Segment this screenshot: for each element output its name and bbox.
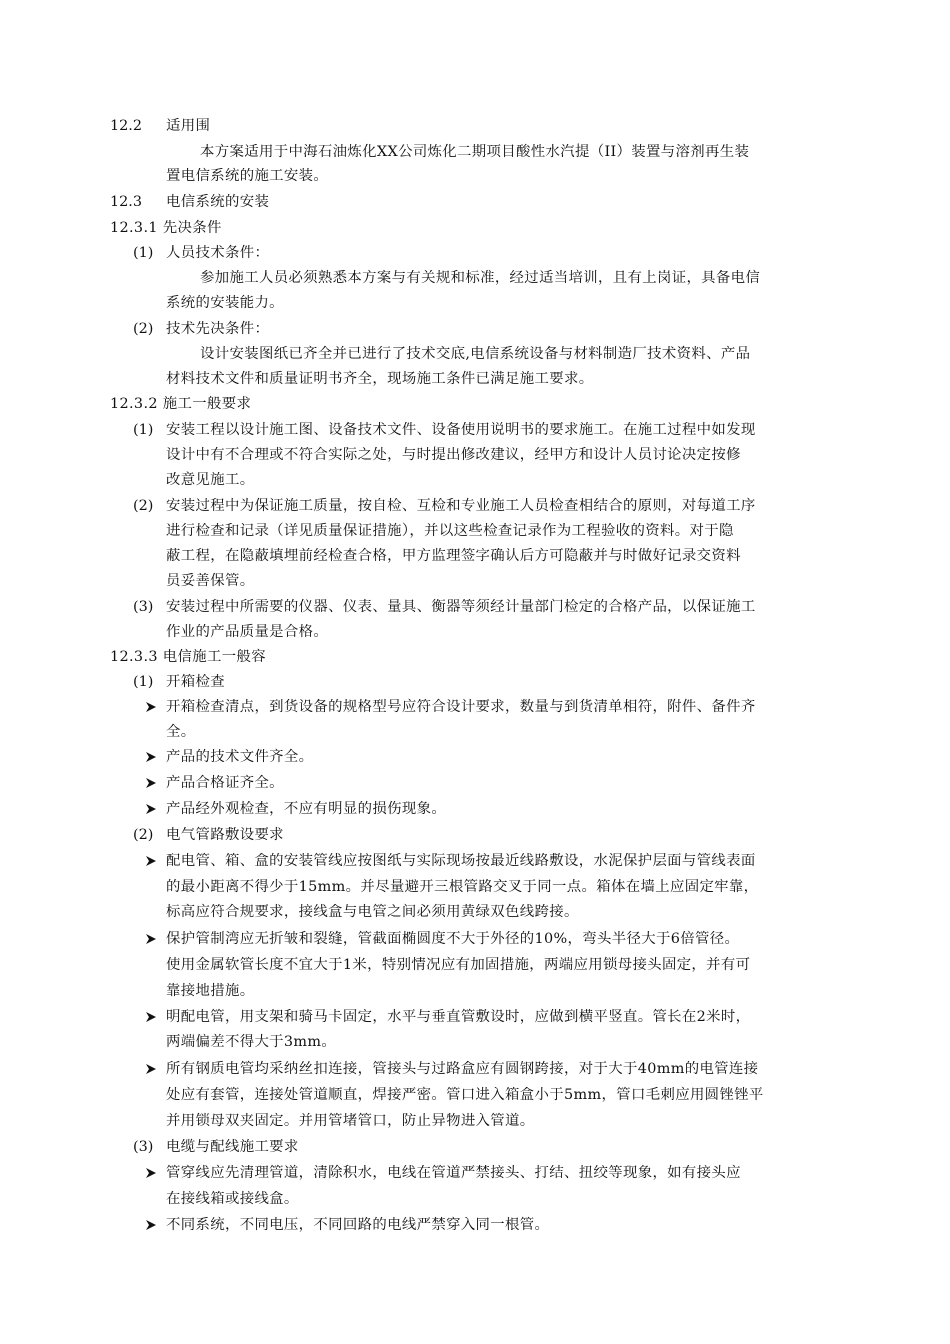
bullet-line: 保护管制湾应无折皱和裂缝，管截面椭圆度不大于外径的10%，弯头半径大于6倍管径。 (166, 931, 740, 947)
bullet-line: 全。 (166, 724, 196, 740)
bullet-arrow-icon (145, 1163, 157, 1183)
bullet-line: 明配电管，用支架和骑马卡固定，水平与垂直管敷设时，应做到横平竖直。管长在2米时， (166, 1009, 751, 1025)
item-marker: (3) (133, 1139, 154, 1155)
bullet-line: 配电管、箱、盒的安装管线应按图纸与实际现场按最近线路敷设，水泥保护层面与管线表面 (166, 853, 756, 869)
item-title: 人员技术条件： (166, 245, 270, 261)
paragraph-line: 员妥善保管。 (166, 573, 255, 589)
item-title: 电缆与配线施工要求 (166, 1139, 299, 1155)
paragraph-line: 材料技术文件和质量证明书齐全，现场施工条件已满足施工要求。 (166, 371, 594, 387)
subsection-heading: 12.3.2 施工一般要求 (110, 396, 252, 412)
paragraph-line: 蔽工程，在隐蔽填埋前经检查合格，甲方监理签字确认后方可隐蔽并与时做好记录交资料 (166, 548, 741, 564)
item-title: 电气管路敷设要求 (166, 827, 284, 843)
item-marker: (1) (133, 674, 154, 690)
bullet-arrow-icon (145, 851, 157, 871)
section-title: 电信系统的安装 (166, 194, 270, 210)
item-marker: (3) (133, 599, 154, 615)
paragraph-line: 进行检查和记录（详见质量保证措施），并以这些检查记录作为工程验收的资料。对于隐 (166, 523, 734, 539)
item-marker: (1) (133, 245, 154, 261)
bullet-line: 产品经外观检查，不应有明显的损伤现象。 (166, 801, 447, 817)
paragraph-line: 作业的产品质量是合格。 (166, 624, 329, 640)
item-marker: (1) (133, 422, 154, 438)
paragraph-line: 安装过程中为保证施工质量，按自检、互检和专业施工人员检查相结合的原则，对每道工序 (166, 498, 756, 514)
bullet-line: 在接线箱或接线盒。 (166, 1191, 299, 1207)
bullet-line: 开箱检查清点，到货设备的规格型号应符合设计要求，数量与到货清单相符，附件、备件齐 (166, 699, 756, 715)
bullet-line: 产品的技术文件齐全。 (166, 749, 314, 765)
bullet-line: 标高应符合规要求，接线盒与电管之间必须用黄绿双色线跨接。 (166, 904, 579, 920)
bullet-line: 的最小距离不得少于15mm。并尽量避开三根管路交叉于同一点。箱体在墙上应固定牢靠， (166, 879, 759, 895)
bullet-arrow-icon (145, 697, 157, 717)
paragraph-line: 参加施工人员必须熟悉本方案与有关规和标准，经过适当培训，且有上岗证，具备电信 (200, 270, 761, 286)
bullet-line: 所有钢质电管均采纳丝扣连接，管接头与过路盒应有圆钢跨接，对于大于40mm的电管连接 (166, 1061, 759, 1077)
section-title: 适用围 (166, 118, 211, 134)
paragraph-line: 设计中有不合理或不符合实际之处，与时提出修改建议，经甲方和设计人员讨论决定按修 (166, 447, 741, 463)
item-marker: (2) (133, 827, 154, 843)
bullet-line: 不同系统，不同电压，不同回路的电线严禁穿入同一根管。 (166, 1217, 550, 1233)
bullet-line: 靠接地措施。 (166, 983, 255, 999)
paragraph-line: 安装过程中所需要的仪器、仪表、量具、衡器等须经计量部门检定的合格产品，以保证施工 (166, 599, 756, 615)
paragraph-line: 安装工程以设计施工图、设备技术文件、设备使用说明书的要求施工。在施工过程中如发现 (166, 422, 756, 438)
bullet-arrow-icon (145, 799, 157, 819)
paragraph-line: 系统的安装能力。 (166, 295, 284, 311)
bullet-arrow-icon (145, 1215, 157, 1235)
section-number: 12.3 (110, 194, 143, 210)
bullet-arrow-icon (145, 747, 157, 767)
bullet-line: 使用金属软管长度不宜大于1米，特别情况应有加固措施，两端应用锁母接头固定，并有可 (166, 957, 751, 973)
bullet-line: 处应有套管，连接处管道顺直，焊接严密。管口进入箱盒小于5mm，管口毛刺应用圆锉锉平 (166, 1087, 764, 1103)
bullet-arrow-icon (145, 1059, 157, 1079)
bullet-arrow-icon (145, 773, 157, 793)
paragraph-line: 改意见施工。 (166, 472, 255, 488)
item-marker: (2) (133, 498, 154, 514)
bullet-line: 两端偏差不得大于3mm。 (166, 1034, 337, 1050)
item-title: 技术先决条件： (166, 321, 270, 337)
bullet-arrow-icon (145, 1007, 157, 1027)
bullet-line: 并用锁母双夹固定。并用管堵管口，防止异物进入管道。 (166, 1113, 535, 1129)
section-number: 12.2 (110, 118, 143, 134)
paragraph-line: 置电信系统的施工安装。 (166, 168, 329, 184)
item-title: 开箱检查 (166, 674, 225, 690)
subsection-heading: 12.3.1 先决条件 (110, 220, 222, 236)
subsection-heading: 12.3.3 电信施工一般容 (110, 649, 266, 665)
paragraph-line: 设计安装图纸已齐全并已进行了技术交底,电信系统设备与材料制造厂技术资料、产品 (200, 346, 751, 362)
bullet-line: 管穿线应先清理管道，清除积水，电线在管道严禁接头、打结、扭绞等现象，如有接头应 (166, 1165, 741, 1181)
bullet-line: 产品合格证齐全。 (166, 775, 284, 791)
bullet-arrow-icon (145, 929, 157, 949)
paragraph-line: 本方案适用于中海石油炼化XX公司炼化二期项目酸性水汽提（II）装置与溶剂再生装 (200, 144, 750, 160)
item-marker: (2) (133, 321, 154, 337)
